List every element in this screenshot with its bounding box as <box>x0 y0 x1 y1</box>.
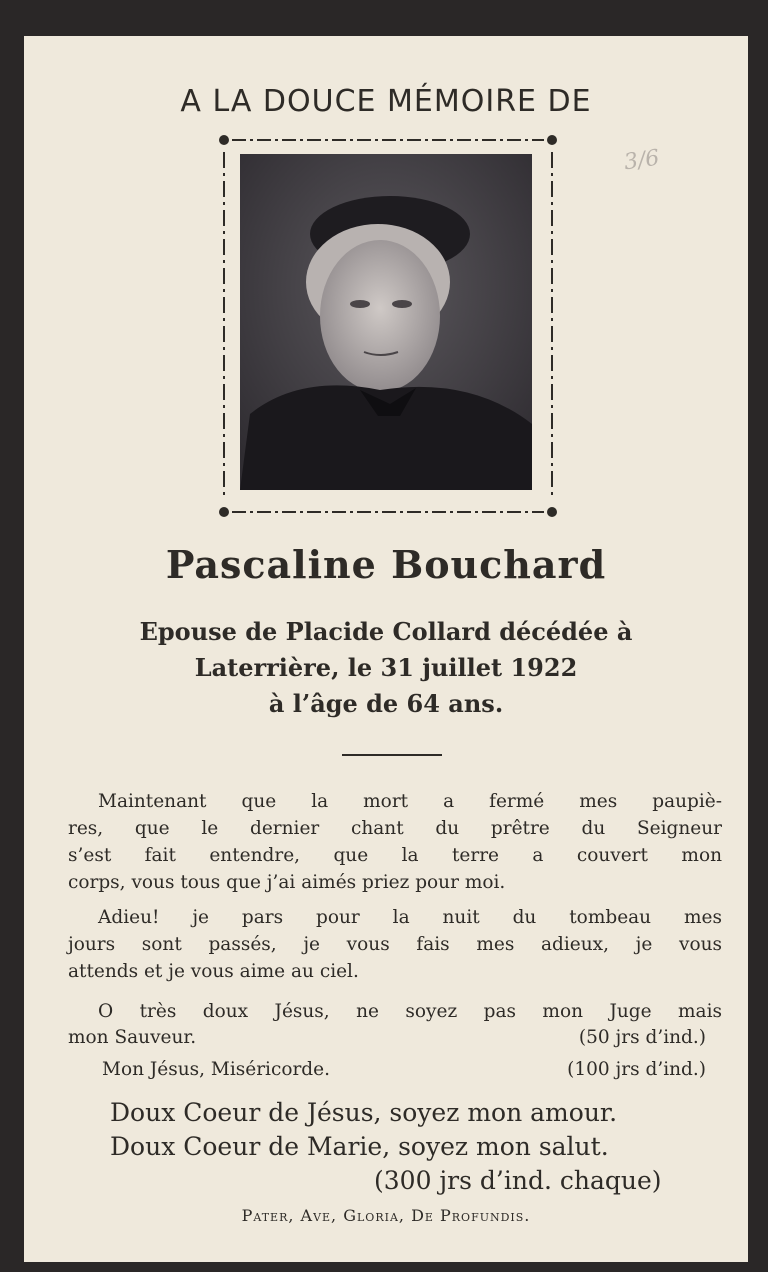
paragraph-line: attends et je vous aime au ciel. <box>68 961 359 982</box>
paragraph-line: Maintenant que la mort a fermé mes paupiè- <box>98 791 722 812</box>
paragraph-line: jours sont passés, je vous fais mes adieux, je vous <box>68 934 722 955</box>
paragraph-line: corps, vous tous que j’ai aimés priez pour moi. <box>68 872 506 893</box>
invocation-line: mon Sauveur. <box>68 1027 197 1048</box>
portrait-photo <box>240 154 532 490</box>
prayer-line: Doux Coeur de Jésus, soyez mon amour. <box>110 1098 618 1127</box>
indulgence-note: (50 jrs d’ind.) <box>578 1027 706 1048</box>
handwritten-note: 3/6 <box>622 145 661 176</box>
closing-prayers: Pater, Ave, Gloria, De Profundis. <box>241 1206 531 1225</box>
prayer-line: (300 jrs d’ind. chaque) <box>374 1166 662 1195</box>
portrait-image <box>240 154 532 490</box>
paragraph-adieu <box>68 904 722 985</box>
paragraph-line: res, que le dernier chant du prêtre du Seigneur <box>68 818 722 839</box>
prayers <box>24 1096 748 1198</box>
card-heading: A LA DOUCE MÉMOIRE DE <box>180 84 592 119</box>
info-line: Laterrière, le 31 juillet 1922 <box>194 653 578 682</box>
indulgence-note: (100 jrs d’ind.) <box>567 1059 706 1080</box>
invocation-misericorde <box>68 1056 722 1083</box>
divider-rule <box>342 754 442 756</box>
prayer-line: Doux Coeur de Marie, soyez mon salut. <box>110 1132 609 1161</box>
info-line: à l’âge de 64 ans. <box>268 689 504 718</box>
deceased-name: Pascaline Bouchard <box>165 542 607 587</box>
memorial-card <box>24 36 748 1262</box>
invocation-line: Mon Jésus, Miséricorde. <box>102 1059 330 1080</box>
paragraph-line: Adieu! je pars pour la nuit du tombeau mes <box>98 907 722 928</box>
paragraph-line: s’est fait entendre, que la terre a couvert mon <box>68 845 722 866</box>
invocation-jesus <box>68 998 722 1025</box>
invocation-line: O très doux Jésus, ne soyez pas mon Juge mais <box>98 1001 722 1022</box>
death-info <box>24 614 748 722</box>
paragraph-farewell <box>68 788 722 896</box>
invocation-jesus-continued <box>68 1024 722 1051</box>
info-line: Epouse de Placide Collard décédée à <box>139 617 633 646</box>
